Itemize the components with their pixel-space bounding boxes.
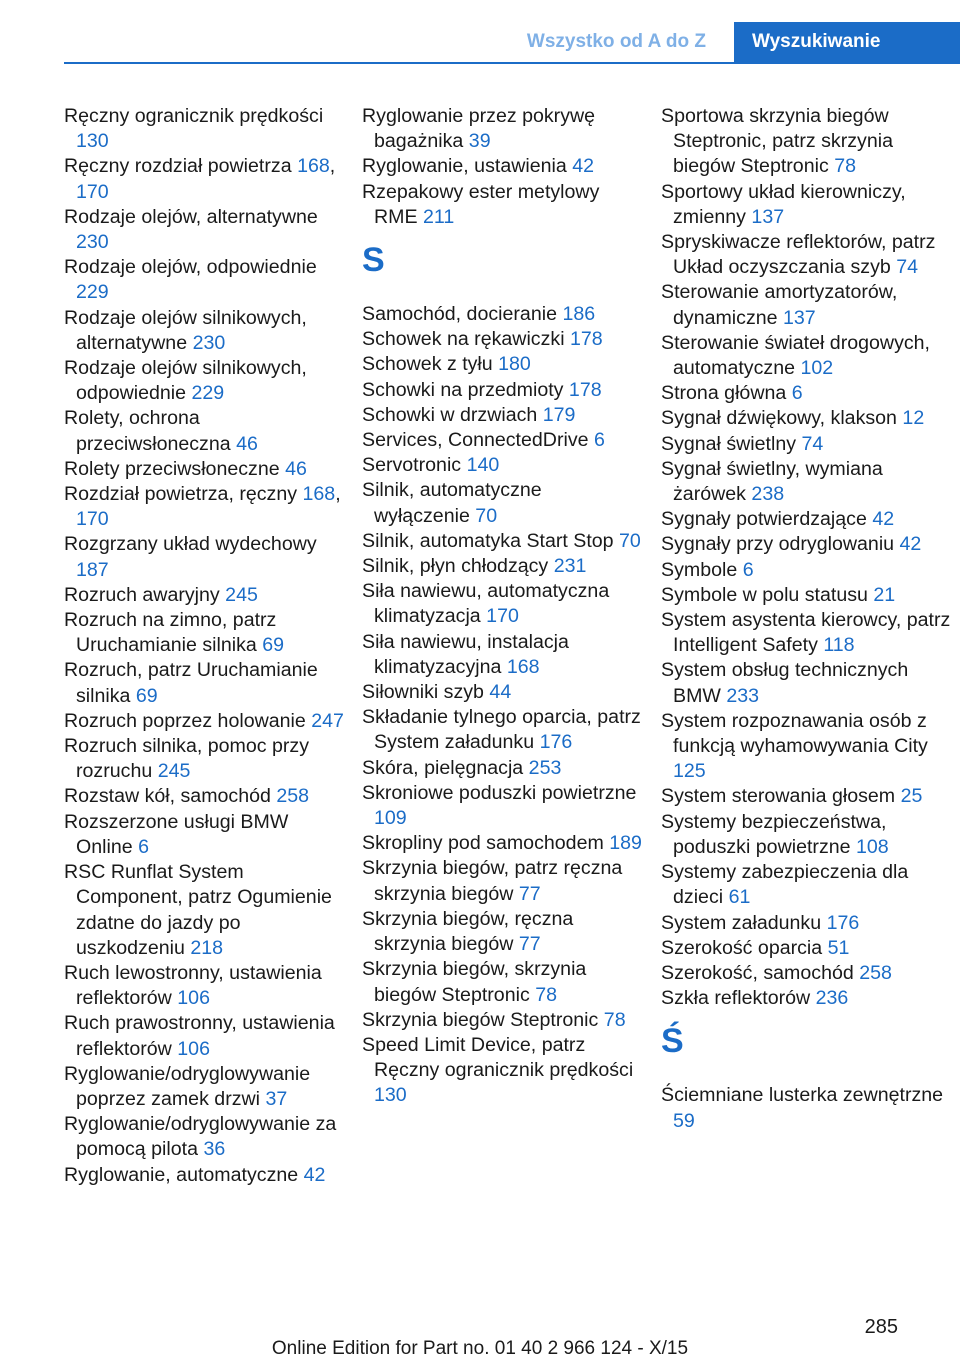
index-entry-text: Skroniowe poduszki powietrzne <box>362 781 637 804</box>
index-entry <box>661 230 951 280</box>
index-entry-text: Schowek na rękawiczki <box>362 328 565 351</box>
page-link[interactable]: 106 <box>177 1037 210 1060</box>
page-link[interactable]: 61 <box>728 886 751 909</box>
index-entry <box>64 306 344 356</box>
page-link[interactable]: 230 <box>192 331 226 354</box>
page-link[interactable]: 59 <box>673 1109 695 1132</box>
index-entry <box>661 658 951 708</box>
page-link[interactable]: 168 <box>297 155 330 178</box>
index-entry-text: Skrzynia biegów, skrzynia biegów Steptronic <box>362 958 587 1006</box>
index-entry-text: Ruch lewostronny, ustawienia reflektorów <box>64 961 322 1010</box>
index-entry-text: Rolety, ochrona przeciwsłoneczna <box>64 407 231 455</box>
index-entry-text: Rozszerzone usługi BMW Online <box>64 810 289 858</box>
index-entry-text: Rozruch, patrz Uruchamianie silnika <box>64 659 318 707</box>
footer-text: Online Edition for Part no. 01 40 2 966 124 - X/15 <box>271 1338 689 1359</box>
index-entry-text: Rodzaje olejów silnikowych, alternatywne <box>64 306 307 354</box>
index-entry <box>64 1163 344 1188</box>
index-entry-text: System załadunku <box>661 911 822 934</box>
index-entry-text: Skrzynia biegów Steptronic <box>362 1008 599 1031</box>
index-entry <box>64 205 344 255</box>
index-entry-text: Ryglowanie, automatyczne <box>64 1163 299 1186</box>
index-entry <box>362 453 642 478</box>
index-column-3 <box>661 104 951 1134</box>
page-link[interactable]: 78 <box>834 155 857 178</box>
index-entry <box>362 856 642 906</box>
index-entry <box>661 608 951 658</box>
index-entry <box>362 154 642 179</box>
page-link[interactable]: 78 <box>603 1008 626 1031</box>
index-entry-text: Skóra, pielęgnacja <box>362 756 524 779</box>
page-link[interactable]: 69 <box>135 684 158 707</box>
index-entry-text: Rozstaw kół, samochód <box>64 785 271 808</box>
index-entry <box>362 579 642 629</box>
page-link[interactable]: 39 <box>468 130 491 153</box>
index-entry-text: Skropliny pod samochodem <box>362 832 604 855</box>
index-entry-text: Rodzaje olejów silnikowych, odpowiednie <box>64 357 307 405</box>
page-link[interactable]: 6 <box>791 382 803 405</box>
index-entry <box>64 961 344 1011</box>
page-link[interactable]: 46 <box>236 432 258 455</box>
page-link[interactable]: 218 <box>190 936 224 959</box>
index-entry <box>64 532 344 582</box>
index-entry-text: Rozruch awaryjny <box>64 583 220 606</box>
index-entry <box>362 1008 642 1033</box>
page-link[interactable]: 229 <box>191 382 225 405</box>
index-entry <box>362 705 642 755</box>
page-link[interactable]: 187 <box>76 558 109 581</box>
index-entry-text: Silnik, płyn chłodzący <box>362 555 549 578</box>
index-entry-text: Ryglowanie przez pokrywę bagażnika <box>362 105 596 153</box>
index-entry-text: System obsług technicznych BMW <box>661 659 909 707</box>
page-link[interactable]: 46 <box>285 457 307 480</box>
index-entry-text: Skrzynia biegów, patrz ręczna skrzynia biegów <box>362 857 623 905</box>
page-link[interactable]: 189 <box>609 832 642 855</box>
index-entry <box>64 356 344 406</box>
index-entry <box>64 1112 344 1162</box>
index-entry-text: Składanie tylnego oparcia, patrz System załadunku <box>362 706 641 754</box>
page-link[interactable]: 186 <box>562 303 596 326</box>
index-entry-text: Ryglowanie, ustawienia <box>362 155 567 178</box>
index-entry <box>64 810 344 860</box>
page-header <box>0 0 960 62</box>
index-entry <box>661 709 951 785</box>
index-entry <box>362 478 642 528</box>
page-link[interactable]: 178 <box>568 378 602 401</box>
page-link[interactable]: 130 <box>374 1084 407 1107</box>
index-entry-text: System asystenta kierowcy, patrz Intelligent Safety <box>661 609 951 657</box>
index-entry <box>362 180 642 230</box>
page-link[interactable]: 6 <box>138 835 149 858</box>
index-entry-text: Schowek z tyłu <box>362 353 493 376</box>
page-link[interactable]: 238 <box>751 483 785 506</box>
page-link[interactable]: 77 <box>518 933 541 956</box>
page-link[interactable]: 6 <box>593 429 605 452</box>
page-link[interactable]: 6 <box>742 558 754 581</box>
page-number: 285 <box>864 1316 898 1338</box>
page-link[interactable]: 37 <box>265 1087 288 1110</box>
index-column-2 <box>362 104 642 1109</box>
index-entry-text: Samochód, docieranie <box>362 303 557 326</box>
page-link[interactable]: 233 <box>726 684 760 707</box>
index-entry: Ręczny rozdział powietrza 168, 170 <box>64 155 336 203</box>
index-entry <box>661 558 951 583</box>
index-entry-text: Systemy zabezpieczenia dla dzieci <box>661 861 909 909</box>
index-entry <box>64 104 344 154</box>
index-entry-text: Sygnał dźwiękowy, klakson <box>661 407 897 430</box>
page-link[interactable]: 42 <box>572 155 595 178</box>
page-link[interactable]: 140 <box>466 454 500 477</box>
index-entry-text: Rzepakowy ester metylowy RME <box>362 180 600 228</box>
page-link[interactable]: 247 <box>311 709 344 732</box>
page-link[interactable]: 42 <box>303 1163 326 1186</box>
index-entry-text: System rozpoznawania osób z funkcją wyhamowywania City <box>661 709 928 758</box>
index-entry-text: Szerokość oparcia <box>661 936 823 959</box>
index-entry <box>362 428 642 453</box>
index-entry-text: Siła nawiewu, instalacja klimatyzacyjna <box>362 630 569 678</box>
index-entry <box>362 831 642 856</box>
index-entry <box>661 406 951 431</box>
page-link[interactable]: 106 <box>177 987 210 1010</box>
index-entry-text: Sygnał świetlny, wymiana żarówek <box>661 457 883 506</box>
page-link[interactable]: 137 <box>783 306 816 329</box>
index-entry <box>64 784 344 809</box>
index-entry <box>64 860 344 961</box>
index-entry-text: System sterowania głosem <box>661 785 896 808</box>
index-entry <box>362 756 642 781</box>
index-entry <box>362 907 642 957</box>
index-entry-text: Symbole <box>661 558 738 581</box>
page-link[interactable]: 168 <box>506 655 540 678</box>
index-entry-text: Ruch prawostronny, ustawienia reflektorów <box>64 1012 335 1060</box>
index-entry-text: Rolety przeciwsłoneczne <box>64 457 280 480</box>
page-link[interactable]: 229 <box>76 281 109 304</box>
index-entry <box>64 583 344 608</box>
index-entry-text: Rozruch na zimno, patrz Uruchamianie silnika <box>64 609 277 657</box>
index-entry-text: Symbole w polu statusu <box>661 583 868 606</box>
index-entry <box>661 936 951 961</box>
index-entry <box>661 860 951 910</box>
page-link[interactable]: 125 <box>673 760 706 783</box>
index-entry <box>64 255 344 305</box>
index-entry-text: Rozruch poprzez holowanie <box>64 709 306 732</box>
index-entry <box>362 680 642 705</box>
page-link[interactable]: 137 <box>751 205 785 228</box>
index-entry <box>362 1033 642 1109</box>
index-entry-text: Ręczny rozdział powietrza <box>64 155 292 178</box>
index-entry-text: RSC Runflat System Component, patrz Ogumienie zdatne do jazdy po uszkodzeniu <box>64 861 332 959</box>
page-link[interactable]: 236 <box>815 987 849 1010</box>
index-entry-text: Skrzynia biegów, ręczna skrzynia biegów <box>362 907 574 956</box>
index-entry-text: Systemy bezpieczeństwa, poduszki powietrzne <box>661 810 887 858</box>
index-entry-text: Rodzaje olejów, alternatywne <box>64 205 318 228</box>
page-link[interactable]: 42 <box>872 508 895 531</box>
index-entry-text: Rozgrzany układ wydechowy <box>64 533 317 556</box>
index-entry-text: Sygnały potwierdzające <box>661 508 867 531</box>
page-link[interactable]: 69 <box>262 634 285 657</box>
index-entry-text: Siłowniki szyb <box>362 681 484 704</box>
page-link[interactable]: 245 <box>225 583 258 606</box>
page-link[interactable]: 178 <box>570 328 603 351</box>
page-link[interactable]: 130 <box>76 130 109 153</box>
index-entry <box>661 280 951 330</box>
index-entry <box>362 554 642 579</box>
index-entry <box>64 406 344 456</box>
index-entry <box>64 1062 344 1112</box>
index-entry-text: Sterowanie amortyzatorów, dynamiczne <box>661 281 898 329</box>
page-link[interactable]: 51 <box>827 936 850 959</box>
index-entry <box>64 1011 344 1061</box>
page-link[interactable]: 258 <box>276 785 310 808</box>
index-entry <box>64 734 344 784</box>
page-link[interactable]: 70 <box>619 529 641 552</box>
page-link[interactable]: 168 <box>302 483 336 506</box>
index-entry-text: Sportowa skrzynia biegów Steptronic, patrz skrzynia biegów Steptronic <box>661 105 893 178</box>
page-link[interactable]: 245 <box>157 760 191 783</box>
page-link[interactable]: 36 <box>203 1138 226 1161</box>
page-link[interactable]: 21 <box>873 583 896 606</box>
index-entry-text: Sygnały przy odryglowaniu <box>661 533 895 556</box>
page-link[interactable]: 170 <box>486 605 519 628</box>
index-entry-text: Rozruch silnika, pomoc przy rozruchu <box>64 735 310 783</box>
index-entry <box>661 532 951 557</box>
index-entry-text: Strona główna <box>661 382 787 405</box>
index-entry <box>362 957 642 1007</box>
page-link[interactable]: 176 <box>539 731 573 754</box>
index-entry-text: Services, ConnectedDrive <box>362 429 589 452</box>
index-entry-text: Szkła reflektorów <box>661 987 811 1010</box>
page-link[interactable]: 74 <box>896 256 919 279</box>
active-tab[interactable]: Wyszukiwanie <box>734 22 960 62</box>
index-entry <box>362 327 642 352</box>
index-entry <box>661 457 951 507</box>
index-entry <box>661 961 951 986</box>
index-entry <box>661 784 951 809</box>
index-entry <box>362 104 642 154</box>
index-entry <box>661 583 951 608</box>
index-entry-text: Spryskiwacze reflektorów, patrz Układ oczyszczania szyb <box>661 231 936 279</box>
index-entry-text: Servotronic <box>362 454 462 477</box>
index-entry <box>661 507 951 532</box>
index-entry-text: Rozdział powietrza, ręczny <box>64 483 298 506</box>
index-entry <box>661 331 951 381</box>
index-entry-text: Ręczny ogranicznik prędkości <box>64 105 324 127</box>
index-entry <box>661 986 951 1011</box>
page-link[interactable]: 176 <box>826 911 860 934</box>
index-entry <box>661 432 951 457</box>
index-entry <box>362 529 642 554</box>
index-entry <box>661 180 951 230</box>
index-entry-text: Szerokość, samochód <box>661 961 854 984</box>
page-link[interactable]: 102 <box>800 357 834 380</box>
index-entry-text: Silnik, automatyczne wyłączenie <box>362 479 542 527</box>
index-entry <box>362 403 642 428</box>
index-entry <box>362 352 642 377</box>
index-entry-text: Schowki w drzwiach <box>362 403 538 426</box>
index-entry <box>64 457 344 482</box>
index-entry: Rozdział powietrza, ręczny 168, 170 <box>64 483 341 531</box>
index-entry-text: Rodzaje olejów, odpowiednie <box>64 256 317 279</box>
index-entry <box>661 810 951 860</box>
index-entry <box>362 630 642 680</box>
index-entry-text: Sterowanie świateł drogowych, automatyczne <box>661 331 931 380</box>
index-entry <box>362 781 642 831</box>
page-link[interactable]: 70 <box>475 504 498 527</box>
index-entry-text: Silnik, automatyka Start Stop <box>362 529 614 552</box>
index-letter-heading: S <box>362 241 385 280</box>
page-link[interactable]: 258 <box>859 961 892 984</box>
index-entry-text: Ryglowanie/odryglowywanie za pomocą pilota <box>64 1113 337 1161</box>
index-entry <box>661 104 951 180</box>
page-link[interactable]: 231 <box>553 555 587 578</box>
index-entry <box>661 911 951 936</box>
page-link[interactable]: 179 <box>542 403 576 426</box>
header-rule <box>64 62 960 64</box>
index-entry-text: Sygnał świetlny <box>661 432 797 455</box>
index-entry <box>362 378 642 403</box>
index-entry <box>64 658 344 708</box>
page-link[interactable]: 170 <box>76 180 109 203</box>
index-entry <box>64 608 344 658</box>
index-entry-text: Ryglowanie/odryglowywanie poprzez zamek drzwi <box>64 1062 311 1110</box>
page-link[interactable]: 170 <box>76 508 109 531</box>
page-link[interactable]: 77 <box>518 882 541 905</box>
section-tab[interactable]: Wszystko od A do Z <box>526 31 706 52</box>
index-entry-text: Schowki na przedmioty <box>362 378 564 401</box>
index-entry-text: Ściemniane lusterka zewnętrzne <box>661 1084 944 1107</box>
page-link[interactable]: 44 <box>489 681 512 704</box>
page-link[interactable]: 253 <box>528 756 562 779</box>
page-link[interactable]: 118 <box>823 634 855 657</box>
index-entry <box>362 302 642 327</box>
index-letter-heading: Ś <box>661 1022 684 1061</box>
index-entry <box>661 1083 951 1133</box>
page-link[interactable]: 108 <box>855 835 889 858</box>
page-link[interactable]: 211 <box>423 205 455 228</box>
page-link[interactable]: 180 <box>498 353 531 376</box>
page-link[interactable]: 42 <box>899 533 922 556</box>
index-entry-text: Sportowy układ kierowniczy, zmienny <box>661 180 906 228</box>
page-link[interactable]: 74 <box>801 432 824 455</box>
page-link[interactable]: 25 <box>900 785 923 808</box>
index-entry-text: Speed Limit Device, patrz Ręczny ogranicznik prędkości <box>362 1033 634 1082</box>
page-link[interactable]: 78 <box>535 983 558 1006</box>
index-entry <box>64 709 344 734</box>
index-entry <box>661 381 951 406</box>
index-entry-text: Siła nawiewu, automatyczna klimatyzacja <box>362 580 610 628</box>
index-column-1 <box>64 104 344 1188</box>
page-link[interactable]: 12 <box>902 407 925 430</box>
page-link[interactable]: 109 <box>374 807 407 830</box>
page-link[interactable]: 230 <box>76 231 109 254</box>
